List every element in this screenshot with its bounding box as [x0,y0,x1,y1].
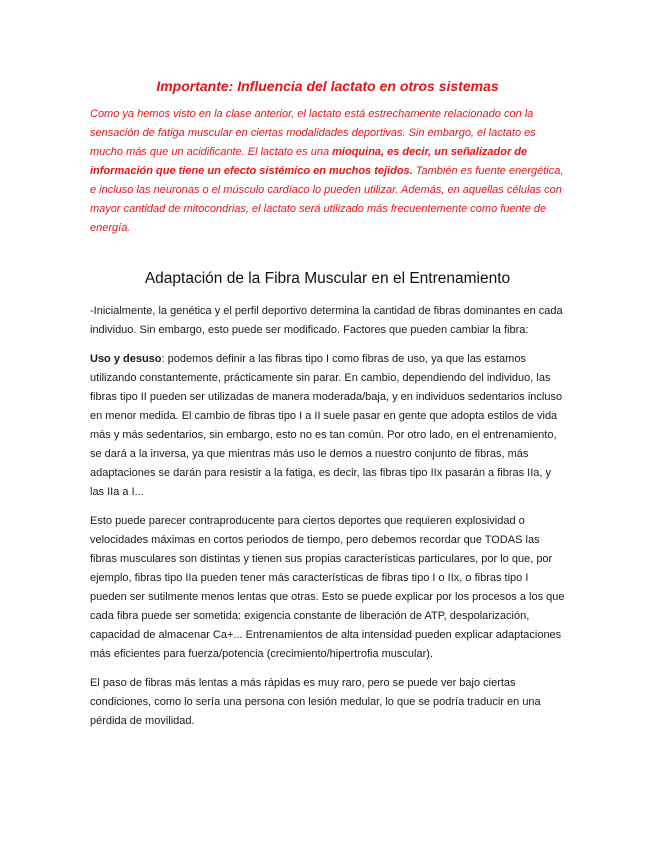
important-text-1: Como ya hemos visto en la clase anterior, el lactato está estrechamente relacionado con la sensación de fatiga muscular en ciertas modalidades deportivas. Sin embargo, el lactato es mucho más que un acidificante. El lactato es una [90,108,536,158]
uso-desuso-text: : podemos definir a las fibras tipo I como fibras de uso, ya que las estamos utilizando constantemente, prácticamente sin parar. En cambio, dependiendo del individuo, las fibras tipo II pueden ser utilizadas de manera moderada/baja, y en individuos sedentarios incluso en menor medida. El cambio de fibras tipo I a II suele pasar en gente que adopta estilos de vida más y más sedentarios, sin embargo, esto no es tan común. Por otro lado, en el entrenamiento, se dará a la inversa, ya que mientras más uso le demos a nuestro conjunto de fibras, más adaptaciones se darán para resistir a la fatiga, es decir, las fibras tipo IIx pasarán a fibras IIa, y las IIa a I... [90,353,563,498]
important-text-2: También es fuente energética, e incluso las neuronas o el músculo cardíaco lo pueden utilizar. Además, en aquellas células con mayor cantidad de mitocondrias, el lactato será utilizado más frecuentemente como fuente de energía. [90,165,564,234]
important-heading: Importante: Influencia del lactato en otros sistemas [156,78,499,94]
paragraph-fibras-rapidas: El paso de fibras más lentas a más rápidas es muy raro, pero se puede ver bajo ciertas condiciones, como lo sería una persona con lesión medular, lo que se podría traducir en una pérdida de movilidad. [90,677,541,727]
section-content [90,302,568,741]
uso-desuso-label: Uso y desuso [90,353,162,365]
paragraph-contraproducente: Esto puede parecer contraproducente para ciertos deportes que requieren explosividad o velocidades máximas en cortos periodos de tiempo, pero debemos recordar que TODAS las fibras musculares son distintas y tienen sus propias características particulares, por lo que, por ejemplo, fibras tipo IIa pueden tener más características de fibras tipo I o IIx, o fibras tipo I pueden ser sutilmente menos lentas que otras. Esto se puede explicar por los procesos a los que cada fibra puede ser sometida: exigencia constante de liberación de ATP, despolarización, capacidad de almacenar Ca+... Entrenamientos de alta intensidad pueden explicar adaptaciones más eficientes para fuerza/potencia (crecimiento/hipertrofia muscular). [90,515,565,660]
important-paragraph [90,105,568,238]
paragraph-intro: -Inicialmente, la genética y el perfil deportivo determina la cantidad de fibras dominantes en cada individuo. Sin embargo, esto puede ser modificado. Factores que pueden cambiar la fibra: [90,305,563,336]
section-heading: Adaptación de la Fibra Muscular en el Entrenamiento [144,270,511,287]
important-bold-text: mioquina, es decir, un señalizador de información que tiene un efecto sistémico en muchos tejidos. [90,146,528,177]
paragraph-uso-desuso [90,350,568,502]
